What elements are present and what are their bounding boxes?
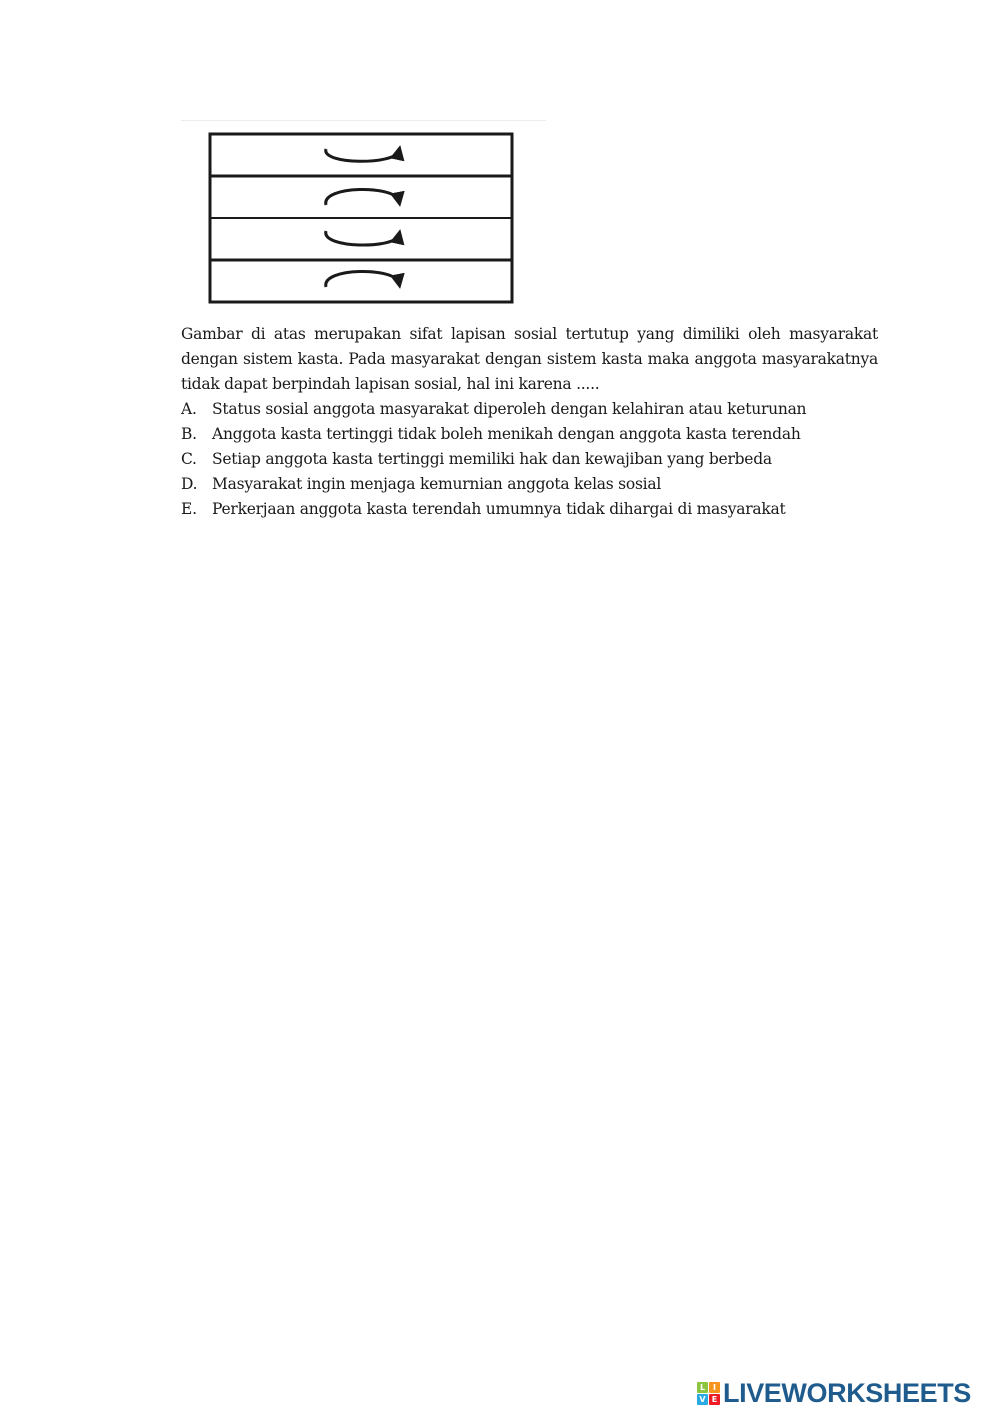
option-c[interactable] <box>181 447 878 472</box>
option-letter: E. <box>181 500 197 518</box>
option-text: Setiap anggota kasta tertinggi memiliki hak dan kewajiban yang berbeda <box>212 450 772 468</box>
option-b[interactable] <box>181 422 878 447</box>
option-e[interactable] <box>181 497 878 522</box>
option-text: Perkerjaan anggota kasta terendah umumnya tidak dihargai di masyarakat <box>212 500 786 518</box>
caste-layers-diagram <box>181 121 546 319</box>
liveworksheets-brand[interactable] <box>697 1378 971 1408</box>
option-text: Masyarakat ingin menjaga kemurnian anggota kelas sosial <box>212 475 662 493</box>
question-block <box>181 322 878 522</box>
answer-options <box>181 397 878 522</box>
logo-cell: I <box>709 1382 720 1393</box>
logo-cell: V <box>697 1394 708 1405</box>
question-text: Gambar di atas merupakan sifat lapisan sosial tertutup yang dimiliki oleh masyarakat dengan sistem kasta. Pada masyarakat dengan sistem kasta maka anggota masyarakatnya tidak dapat berpindah lapisan sosial, hal ini karena ..... <box>181 325 878 393</box>
option-text: Status sosial anggota masyarakat diperoleh dengan kelahiran atau keturunan <box>212 400 807 418</box>
brand-name: LIVEWORKSHEETS <box>723 1378 971 1408</box>
option-d[interactable] <box>181 472 878 497</box>
option-letter: B. <box>181 425 197 443</box>
option-text: Anggota kasta tertinggi tidak boleh menikah dengan anggota kasta terendah <box>212 425 801 443</box>
caste-layers-figure <box>181 120 546 319</box>
option-a[interactable] <box>181 397 878 422</box>
option-letter: D. <box>181 475 198 493</box>
logo-cell: E <box>709 1394 720 1405</box>
liveworksheets-logo-icon <box>697 1382 720 1405</box>
option-letter: A. <box>181 400 197 418</box>
logo-cell: L <box>697 1382 708 1393</box>
option-letter: C. <box>181 450 197 468</box>
